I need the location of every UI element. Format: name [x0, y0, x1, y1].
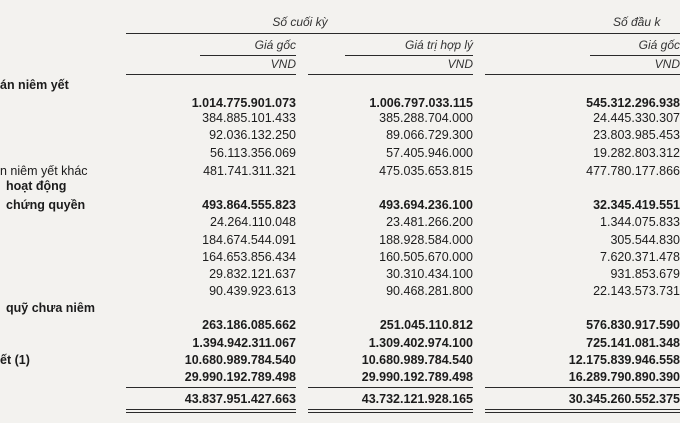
row-1-col2: 1.006.797.033.115 — [369, 96, 473, 110]
total-double-rule-col2 — [308, 409, 473, 413]
label-warrants: chứng quyền — [6, 198, 86, 212]
row-6-col2: 493.694.236.100 — [379, 198, 473, 212]
row-7-col3: 1.344.075.833 — [600, 215, 680, 229]
row-4-col1: 56.113.356.069 — [210, 146, 296, 160]
row-6-col1: 493.864.555.823 — [202, 198, 296, 212]
row-15-col1: 29.990.192.789.498 — [184, 370, 296, 384]
total-col1: 43.837.951.427.663 — [184, 392, 296, 406]
col3-title-rule — [590, 55, 680, 56]
row-12-col3: 576.830.917.590 — [586, 318, 680, 332]
row-4-col3: 19.282.803.312 — [593, 146, 680, 160]
opening-balance-header: Số đầu k — [613, 15, 661, 29]
col1-unit-rule — [126, 74, 296, 75]
col1-title: Giá gốc — [254, 38, 296, 52]
row-15-col3: 16.289.790.890.390 — [568, 370, 680, 384]
row-9-col2: 160.505.670.000 — [379, 250, 473, 264]
total-double-rule-col1 — [126, 409, 296, 413]
label-other-listed: n niêm yết khác — [0, 164, 88, 178]
row-8-col3: 305.544.830 — [610, 233, 680, 247]
col2-unit: VND — [447, 57, 473, 71]
total-rule-col2 — [308, 387, 473, 388]
row-11-col2: 90.468.281.800 — [386, 284, 473, 298]
col3-unit-rule — [485, 74, 680, 75]
row-6-col3: 32.345.419.551 — [593, 198, 680, 212]
row-4-col2: 57.405.946.000 — [386, 146, 473, 160]
total-rule-col1 — [126, 387, 296, 388]
row-7-col2: 23.481.266.200 — [386, 215, 473, 229]
row-14-col1: 10.680.989.784.540 — [184, 353, 296, 367]
row-13-col3: 725.141.081.348 — [586, 336, 680, 350]
row-14-col3: 12.175.839.946.558 — [568, 353, 680, 367]
col3-unit: VND — [654, 57, 680, 71]
row-11-col1: 90.439.923.613 — [209, 284, 296, 298]
row-2-col2: 385.288.704.000 — [379, 111, 473, 125]
row-3-col1: 92.036.132.250 — [209, 128, 296, 142]
row-2-col1: 384.885.101.433 — [202, 111, 296, 125]
row-8-col1: 184.674.544.091 — [202, 233, 296, 247]
col2-title: Giá trị hợp lý — [405, 38, 473, 52]
label-unlisted-fund: quỹ chưa niêm — [6, 301, 95, 315]
col1-unit: VND — [270, 57, 296, 71]
col1-title-rule — [200, 55, 296, 56]
row-1-col1: 1.014.775.901.073 — [191, 96, 296, 110]
label-listed: án niêm yết — [0, 78, 69, 92]
header-rule — [126, 33, 680, 34]
closing-balance-header: Số cuối kỳ — [272, 15, 328, 29]
row-5-col1: 481.741.311.321 — [203, 164, 296, 178]
total-col3: 30.345.260.552.375 — [568, 392, 680, 406]
total-double-rule-col3 — [485, 409, 680, 413]
row-11-col3: 22.143.573.731 — [593, 284, 680, 298]
row-1-col3: 545.312.296.938 — [586, 96, 680, 110]
row-10-col1: 29.832.121.637 — [209, 267, 296, 281]
row-8-col2: 188.928.584.000 — [379, 233, 473, 247]
total-rule-col3 — [485, 387, 680, 388]
row-3-col3: 23.803.985.453 — [593, 128, 680, 142]
row-9-col3: 7.620.371.478 — [600, 250, 680, 264]
row-10-col2: 30.310.434.100 — [386, 267, 473, 281]
row-2-col3: 24.445.330.307 — [593, 111, 680, 125]
row-5-col2: 475.035.653.815 — [379, 164, 473, 178]
row-5-col3: 477.780.177.866 — [586, 164, 680, 178]
row-10-col3: 931.853.679 — [610, 267, 680, 281]
row-13-col1: 1.394.942.311.067 — [192, 336, 296, 350]
row-13-col2: 1.309.402.974.100 — [368, 336, 473, 350]
row-12-col1: 263.186.085.662 — [202, 318, 296, 332]
row-3-col2: 89.066.729.300 — [386, 128, 473, 142]
label-note-1: ết (1) — [0, 353, 30, 367]
label-fund-activity: hoạt động — [6, 179, 67, 193]
row-9-col1: 164.653.856.434 — [202, 250, 296, 264]
col2-title-rule — [345, 55, 473, 56]
row-7-col1: 24.264.110.048 — [210, 215, 296, 229]
col2-unit-rule — [308, 74, 473, 75]
col3-title: Giá gốc — [638, 38, 680, 52]
row-14-col2: 10.680.989.784.540 — [361, 353, 473, 367]
row-15-col2: 29.990.192.789.498 — [361, 370, 473, 384]
total-col2: 43.732.121.928.165 — [361, 392, 473, 406]
row-12-col2: 251.045.110.812 — [379, 318, 473, 332]
